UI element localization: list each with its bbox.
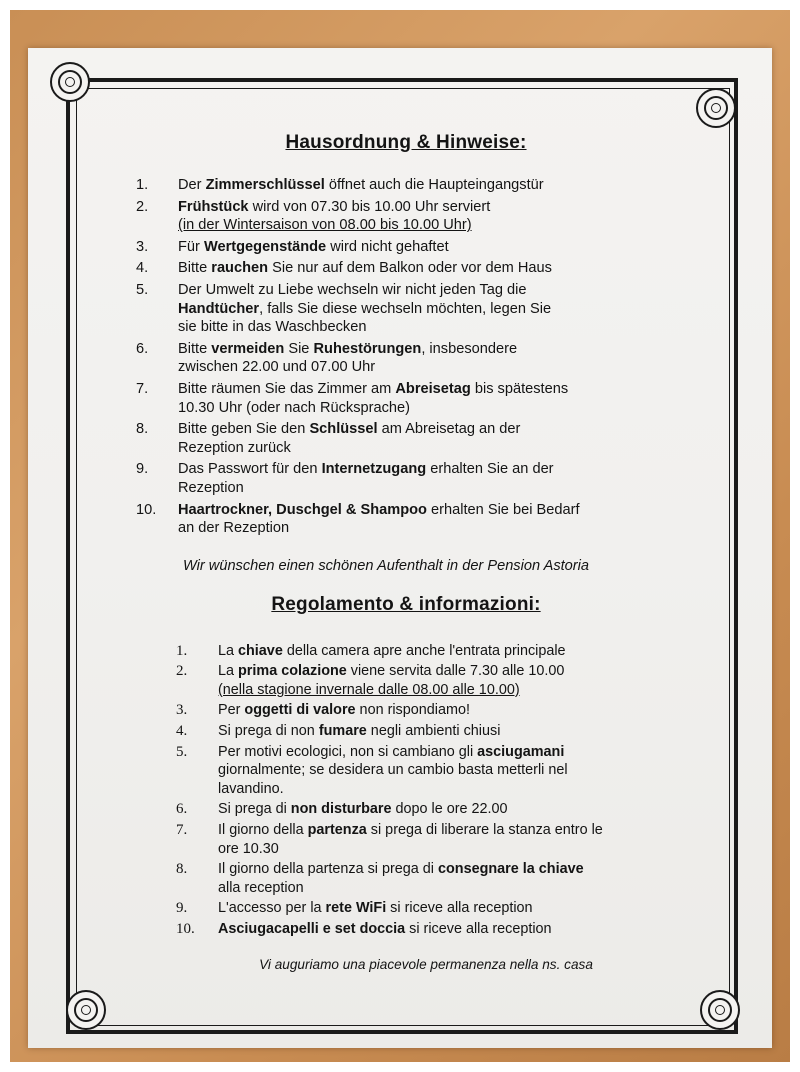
item-text: ore 10.30 xyxy=(218,840,279,857)
item-number: 9. xyxy=(136,461,149,478)
item-bold-text: rete WiFi xyxy=(325,900,387,917)
list-item xyxy=(136,340,696,377)
item-text: Bitte geben Sie den xyxy=(178,421,310,438)
item-number: 9. xyxy=(176,900,188,917)
item-text: Il giorno della xyxy=(218,822,308,839)
german-rules-list xyxy=(136,176,696,538)
list-item xyxy=(176,743,696,799)
item-text: erhalten Sie an der xyxy=(426,461,554,478)
item-text: giornalmente; se desidera un cambio basta metterli nel xyxy=(218,762,568,779)
corner-ornament-icon xyxy=(50,62,90,102)
list-item xyxy=(136,460,696,497)
item-text: , falls Sie diese wechseln möchten, legen Sie xyxy=(259,300,552,317)
list-item xyxy=(136,198,696,235)
item-bold-text: prima colazione xyxy=(238,663,347,680)
item-bold-text: Zimmerschlüssel xyxy=(205,177,325,193)
list-item xyxy=(136,420,696,457)
italian-closing: Vi auguriamo una piacevole permanenza nella ns. casa xyxy=(259,956,593,972)
item-number: 3. xyxy=(176,702,188,719)
item-text: öffnet auch die Haupteingangstür xyxy=(324,177,544,193)
item-text: wird nicht gehaftet xyxy=(326,238,449,255)
item-number: 6. xyxy=(176,801,188,818)
item-bold-text: rauchen xyxy=(211,260,269,277)
list-item xyxy=(136,259,696,278)
item-number: 7. xyxy=(176,822,188,839)
item-text: zwischen 22.00 und 07.00 Uhr xyxy=(178,359,376,376)
item-number: 2. xyxy=(136,198,149,215)
item-text: an der Rezeption xyxy=(178,520,290,537)
list-item xyxy=(136,176,696,195)
item-number: 8. xyxy=(136,421,149,438)
item-text: Der xyxy=(178,177,206,193)
item-text: Si prega di non xyxy=(218,723,319,740)
list-item xyxy=(176,800,696,819)
item-text: Der Umwelt zu Liebe wechseln wir nicht jeden Tag die xyxy=(178,281,527,298)
item-bold-text: Frühstück xyxy=(178,198,249,215)
item-bold-text: Internetzugang xyxy=(321,461,427,478)
list-item xyxy=(176,860,696,897)
item-text: negli ambienti chiusi xyxy=(366,723,501,740)
item-number: 1. xyxy=(176,642,188,659)
item-text: Bitte xyxy=(178,340,212,357)
notice-content xyxy=(136,132,696,972)
item-text: Per xyxy=(218,702,245,719)
item-text: dopo le ore 22.00 xyxy=(391,801,508,818)
list-item xyxy=(176,701,696,720)
item-number: 6. xyxy=(136,340,149,357)
list-item xyxy=(136,281,696,337)
item-number: 10. xyxy=(176,921,195,937)
item-number: 10. xyxy=(136,501,157,518)
list-item xyxy=(176,662,696,699)
item-bold-text: partenza xyxy=(307,822,367,839)
item-bold-text: non disturbare xyxy=(290,801,392,818)
item-bold-text: Ruhestörungen xyxy=(313,340,422,357)
item-text: lavandino. xyxy=(218,780,284,797)
item-note: (nella stagione invernale dalle 08.00 alle 10.00) xyxy=(218,681,520,698)
item-text: Das Passwort für den xyxy=(178,461,322,478)
item-text: La xyxy=(218,663,239,680)
item-bold-text: Wertgegenstände xyxy=(203,238,327,255)
notice-sheet xyxy=(28,48,772,1048)
list-item xyxy=(176,920,696,939)
item-text: Il giorno della partenza si prega di xyxy=(218,861,438,878)
item-bold-text: chiave xyxy=(238,642,283,659)
list-item xyxy=(176,899,696,918)
item-text: Rezeption xyxy=(178,479,244,496)
item-text: Per motivi ecologici, non si cambiano gli xyxy=(218,743,478,760)
item-text: Rezeption zurück xyxy=(178,439,291,456)
item-text: si riceve alla reception xyxy=(405,921,552,937)
item-text: della camera apre anche l'entrata principale xyxy=(282,642,566,659)
item-text: Bitte räumen Sie das Zimmer am xyxy=(178,380,396,397)
item-number: 4. xyxy=(176,723,188,740)
item-text: Si prega di xyxy=(218,801,291,818)
item-note: (in der Wintersaison von 08.00 bis 10.00 Uhr) xyxy=(178,217,472,234)
list-item xyxy=(136,380,696,417)
item-bold-text: Haartrockner, Duschgel & Shampoo xyxy=(178,501,427,518)
item-number: 1. xyxy=(136,177,149,193)
italian-title: Regolamento & informazioni: xyxy=(271,593,541,615)
item-number: 2. xyxy=(176,663,188,680)
item-bold-text: oggetti di valore xyxy=(244,702,356,719)
item-number: 5. xyxy=(176,743,188,760)
italian-rules-list xyxy=(176,642,696,939)
item-bold-text: Asciugacapelli e set doccia xyxy=(218,921,406,937)
item-bold-text: asciugamani xyxy=(477,743,565,760)
corner-ornament-icon xyxy=(66,990,106,1030)
item-text: erhalten Sie bei Bedarf xyxy=(426,501,580,518)
item-number: 3. xyxy=(136,238,149,255)
list-item xyxy=(136,238,696,257)
item-bold-text: vermeiden xyxy=(211,340,285,357)
item-text: si riceve alla reception xyxy=(386,900,533,917)
list-item xyxy=(136,501,696,538)
list-item xyxy=(176,722,696,741)
item-text: bis spätestens xyxy=(470,380,569,397)
item-text: , insbesondere xyxy=(421,340,518,357)
item-text: Sie nur auf dem Balkon oder vor dem Haus xyxy=(268,260,552,277)
german-title: Hausordnung & Hinweise: xyxy=(285,132,527,153)
photo-background xyxy=(10,10,790,1062)
item-bold-text: Handtücher xyxy=(178,300,260,317)
item-text: Für xyxy=(178,238,204,255)
item-bold-text: Abreisetag xyxy=(395,380,471,397)
item-bold-text: consegnare la chiave xyxy=(438,861,584,878)
item-text: si prega di liberare la stanza entro le xyxy=(366,822,603,839)
item-text: La xyxy=(218,642,239,659)
list-item xyxy=(176,642,696,661)
item-bold-text: Schlüssel xyxy=(309,421,378,438)
item-text: wird von 07.30 bis 10.00 Uhr serviert xyxy=(248,198,491,215)
item-text: non rispondiamo! xyxy=(355,702,470,719)
item-text: viene servita dalle 7.30 alle 10.00 xyxy=(346,663,565,680)
item-number: 4. xyxy=(136,260,149,277)
item-text: L'accesso per la xyxy=(218,900,326,917)
item-number: 5. xyxy=(136,281,149,298)
item-text: 10.30 Uhr (oder nach Rücksprache) xyxy=(178,399,410,416)
item-text: sie bitte in das Waschbecken xyxy=(178,319,367,336)
item-text: am Abreisetag an der xyxy=(377,421,521,438)
item-number: 8. xyxy=(176,861,188,878)
corner-ornament-icon xyxy=(700,990,740,1030)
german-closing: Wir wünschen einen schönen Aufenthalt in der Pension Astoria xyxy=(182,557,590,574)
item-text: Bitte xyxy=(178,260,212,277)
corner-ornament-icon xyxy=(696,88,736,128)
item-bold-text: fumare xyxy=(318,723,367,740)
item-text: alla reception xyxy=(218,879,304,896)
item-text: Sie xyxy=(284,340,314,357)
item-number: 7. xyxy=(136,380,149,397)
list-item xyxy=(176,821,696,858)
